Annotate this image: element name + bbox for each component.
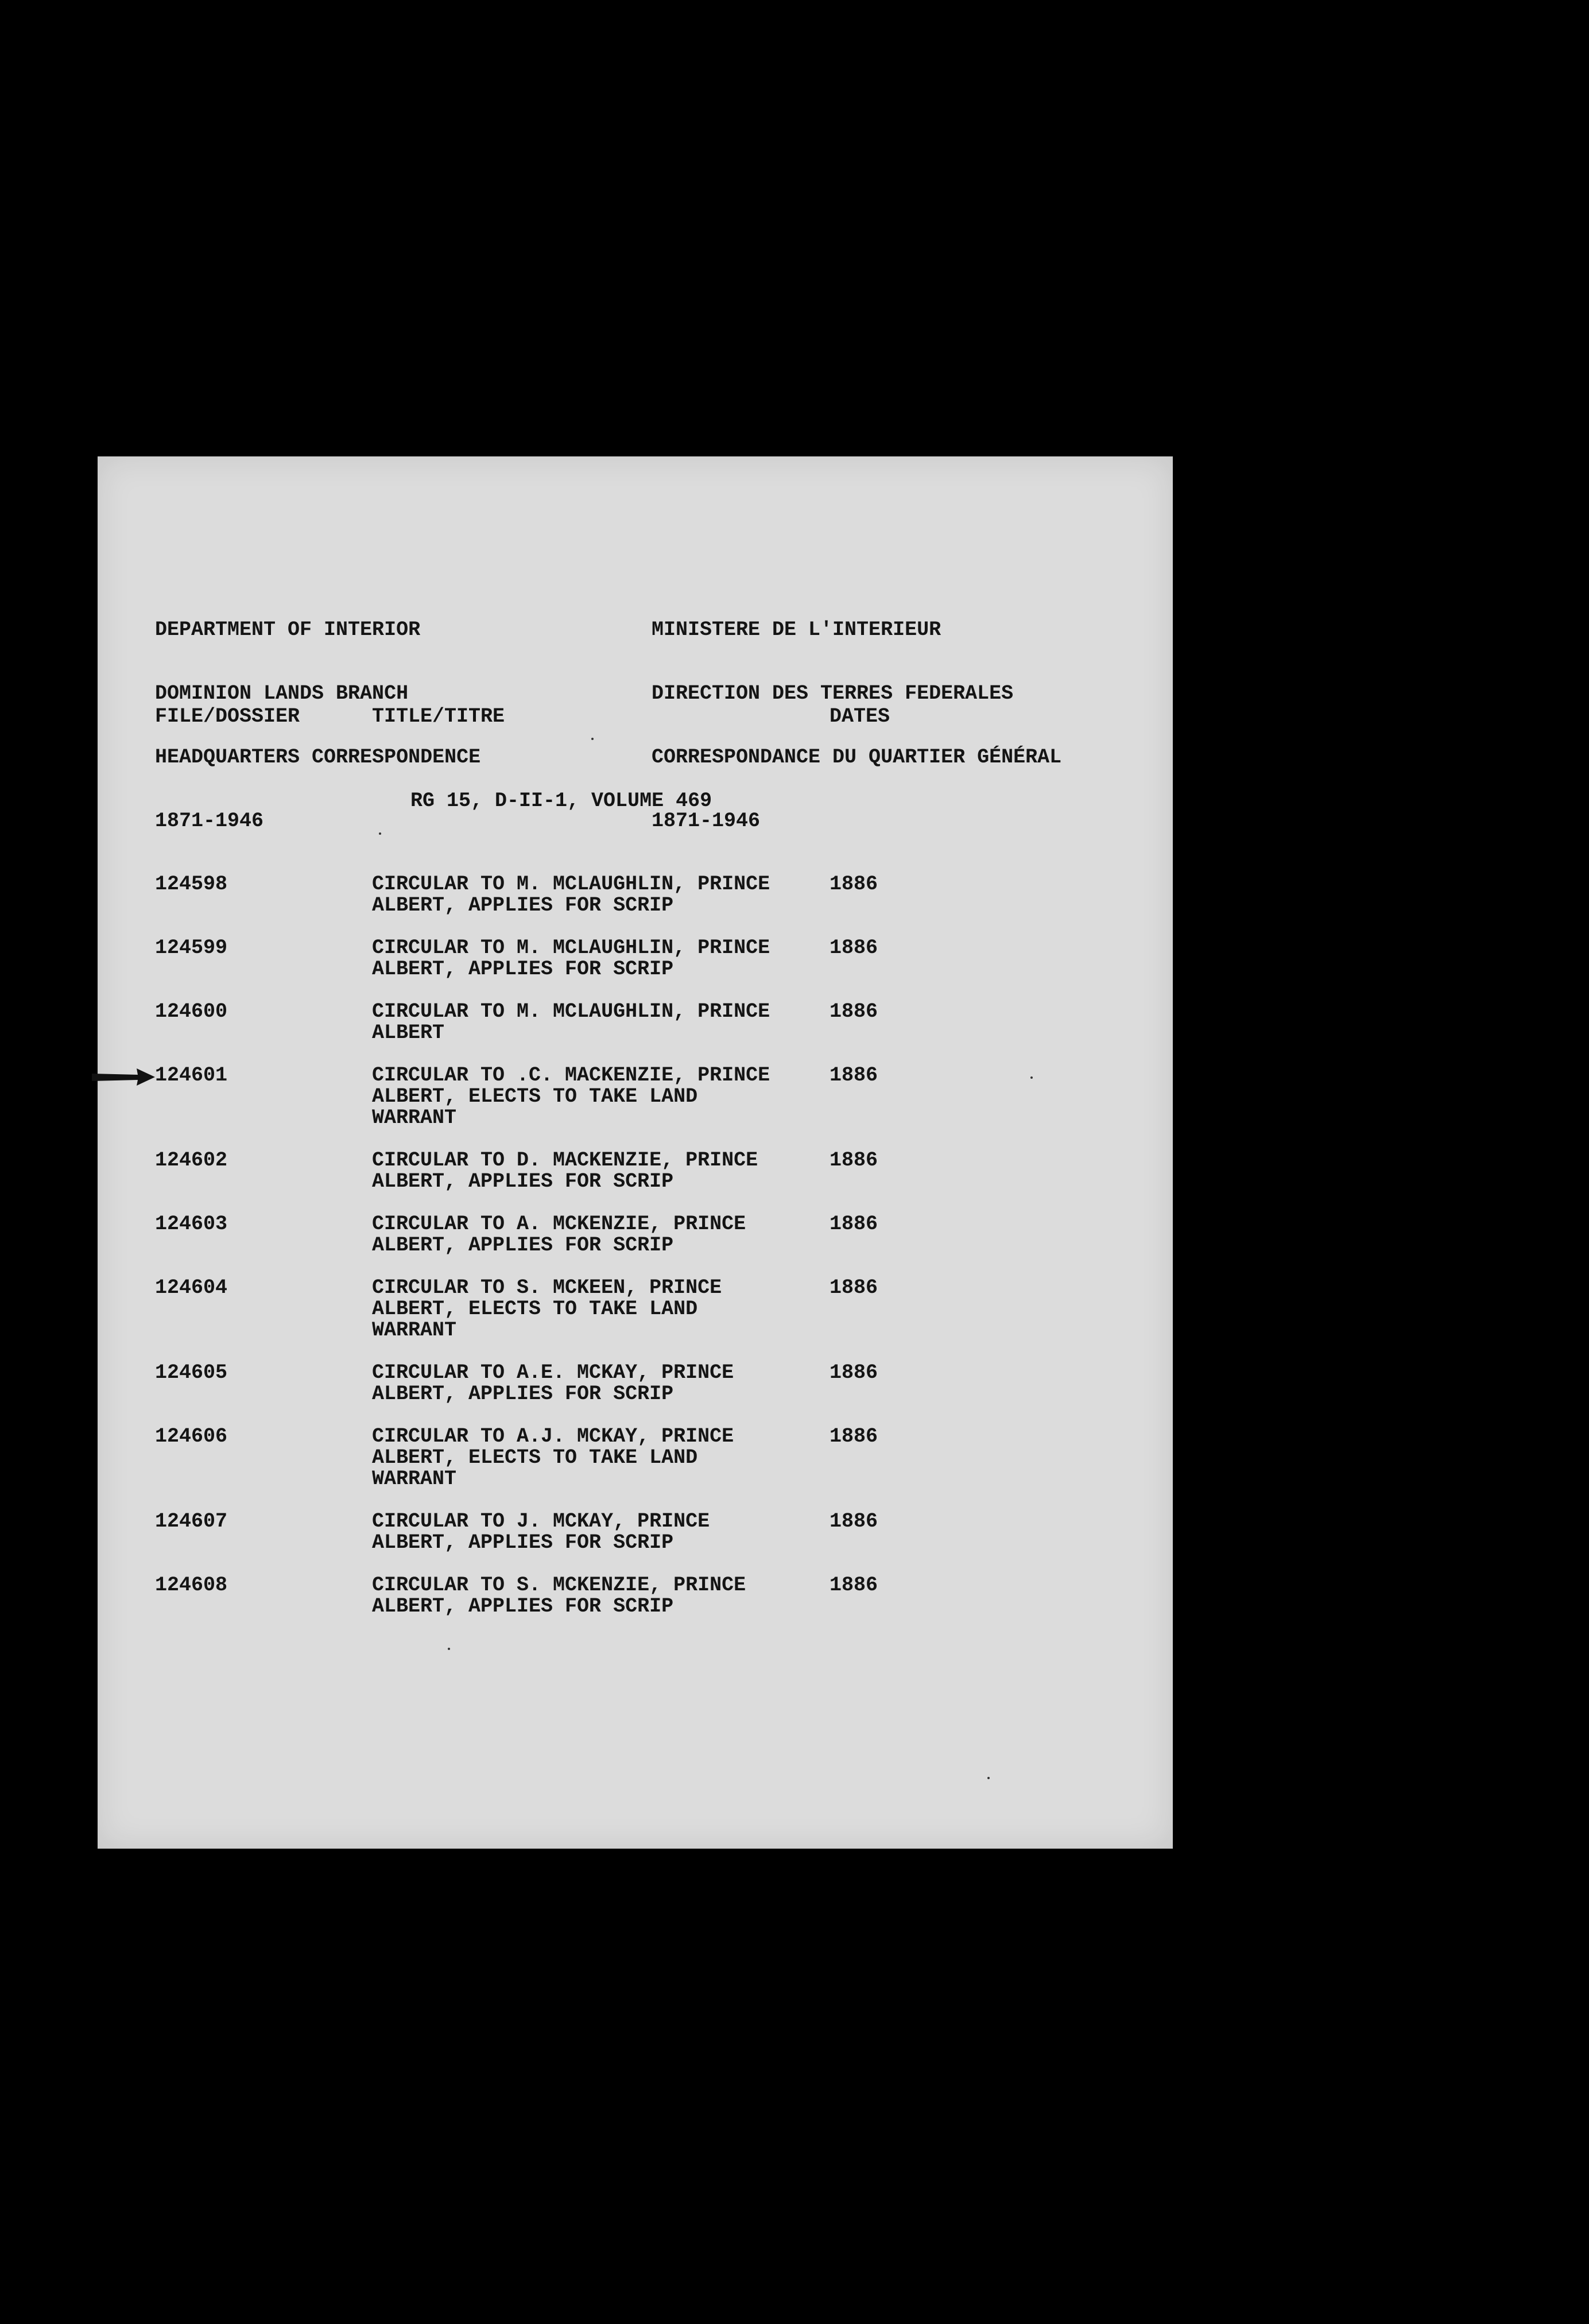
file-title <box>372 1426 734 1490</box>
file-title-line: CIRCULAR TO A. MCKENZIE, PRINCE <box>372 1213 746 1235</box>
file-date: 1886 <box>830 1276 878 1299</box>
file-number: 124602 <box>155 1149 228 1172</box>
file-title <box>372 1575 746 1617</box>
file-title-line: ALBERT, ELECTS TO TAKE LAND <box>372 1085 698 1108</box>
file-title-line: ALBERT, APPLIES FOR SCRIP <box>372 958 674 981</box>
file-title-line: CIRCULAR TO M. MCLAUGHLIN, PRINCE <box>372 936 770 959</box>
file-number: 124605 <box>155 1361 228 1384</box>
file-title-line: ALBERT, APPLIES FOR SCRIP <box>372 1531 674 1554</box>
header-right-line: DIRECTION DES TERRES FEDERALES <box>652 682 1014 705</box>
header-left-line: 1871-1946 <box>155 809 264 832</box>
file-title-line: ALBERT, APPLIES FOR SCRIP <box>372 894 674 917</box>
file-title <box>372 1065 770 1129</box>
header-left-line: DOMINION LANDS BRANCH <box>155 682 409 705</box>
file-date: 1886 <box>830 1574 878 1597</box>
file-date: 1886 <box>830 1425 878 1448</box>
file-date: 1886 <box>830 936 878 959</box>
file-title-line: CIRCULAR TO A.E. MCKAY, PRINCE <box>372 1361 734 1384</box>
header-right-line: MINISTERE DE L'INTERIEUR <box>652 618 941 641</box>
paper-speck <box>379 832 381 835</box>
file-title <box>372 1001 770 1044</box>
paper-speck <box>987 1777 990 1779</box>
column-header-dates: DATES <box>830 705 890 728</box>
file-title-line: WARRANT <box>372 1319 457 1342</box>
file-title-line: CIRCULAR TO D. MACKENZIE, PRINCE <box>372 1149 758 1172</box>
file-title-line: ALBERT <box>372 1021 445 1044</box>
file-title-line: CIRCULAR TO M. MCLAUGHLIN, PRINCE <box>372 1000 770 1023</box>
file-title-line: ALBERT, ELECTS TO TAKE LAND <box>372 1297 698 1320</box>
header-right-line: CORRESPONDANCE DU QUARTIER GÉNÉRAL <box>652 746 1062 769</box>
file-number: 124601 <box>155 1064 228 1087</box>
file-number: 124608 <box>155 1574 228 1597</box>
file-title <box>372 1362 734 1405</box>
file-date: 1886 <box>830 1000 878 1023</box>
header-left-line: HEADQUARTERS CORRESPONDENCE <box>155 746 481 769</box>
file-number: 124607 <box>155 1510 228 1533</box>
file-title-line: ALBERT, APPLIES FOR SCRIP <box>372 1382 674 1405</box>
file-number: 124600 <box>155 1000 228 1023</box>
file-date: 1886 <box>830 1510 878 1533</box>
file-number: 124598 <box>155 873 228 896</box>
file-date: 1886 <box>830 1149 878 1172</box>
file-title <box>372 1214 746 1256</box>
file-title-line: WARRANT <box>372 1106 457 1129</box>
file-number: 124606 <box>155 1425 228 1448</box>
file-title-line: CIRCULAR TO A.J. MCKAY, PRINCE <box>372 1425 734 1448</box>
volume-reference: RG 15, D-II-1, VOLUME 469 <box>410 789 712 812</box>
file-date: 1886 <box>830 873 878 896</box>
file-date: 1886 <box>830 1064 878 1087</box>
column-header-file: FILE/DOSSIER <box>155 705 300 728</box>
file-number: 124599 <box>155 936 228 959</box>
header-left-line: DEPARTMENT OF INTERIOR <box>155 618 421 641</box>
file-title-line: WARRANT <box>372 1467 457 1490</box>
pointer-arrow-icon <box>92 1068 155 1086</box>
file-date: 1886 <box>830 1213 878 1235</box>
file-title-line: CIRCULAR TO S. MCKENZIE, PRINCE <box>372 1574 746 1597</box>
file-title <box>372 938 770 980</box>
document-page <box>98 456 1173 1849</box>
header-right-line: 1871-1946 <box>652 809 761 832</box>
file-title-line: CIRCULAR TO M. MCLAUGHLIN, PRINCE <box>372 873 770 896</box>
file-number: 124603 <box>155 1213 228 1235</box>
paper-speck <box>1030 1076 1033 1079</box>
file-number: 124604 <box>155 1276 228 1299</box>
file-date: 1886 <box>830 1361 878 1384</box>
file-title <box>372 1511 710 1554</box>
file-title-line: ALBERT, APPLIES FOR SCRIP <box>372 1170 674 1193</box>
file-title <box>372 1277 722 1341</box>
file-title-line: ALBERT, APPLIES FOR SCRIP <box>372 1234 674 1257</box>
file-title-line: CIRCULAR TO .C. MACKENZIE, PRINCE <box>372 1064 770 1087</box>
file-title-line: ALBERT, APPLIES FOR SCRIP <box>372 1595 674 1618</box>
paper-speck <box>448 1648 450 1650</box>
paper-speck <box>591 738 594 740</box>
column-header-title: TITLE/TITRE <box>372 705 505 728</box>
file-title <box>372 874 770 916</box>
file-title-line: CIRCULAR TO J. MCKAY, PRINCE <box>372 1510 710 1533</box>
file-title-line: ALBERT, ELECTS TO TAKE LAND <box>372 1446 698 1469</box>
file-title-line: CIRCULAR TO S. MCKEEN, PRINCE <box>372 1276 722 1299</box>
file-title <box>372 1150 758 1192</box>
